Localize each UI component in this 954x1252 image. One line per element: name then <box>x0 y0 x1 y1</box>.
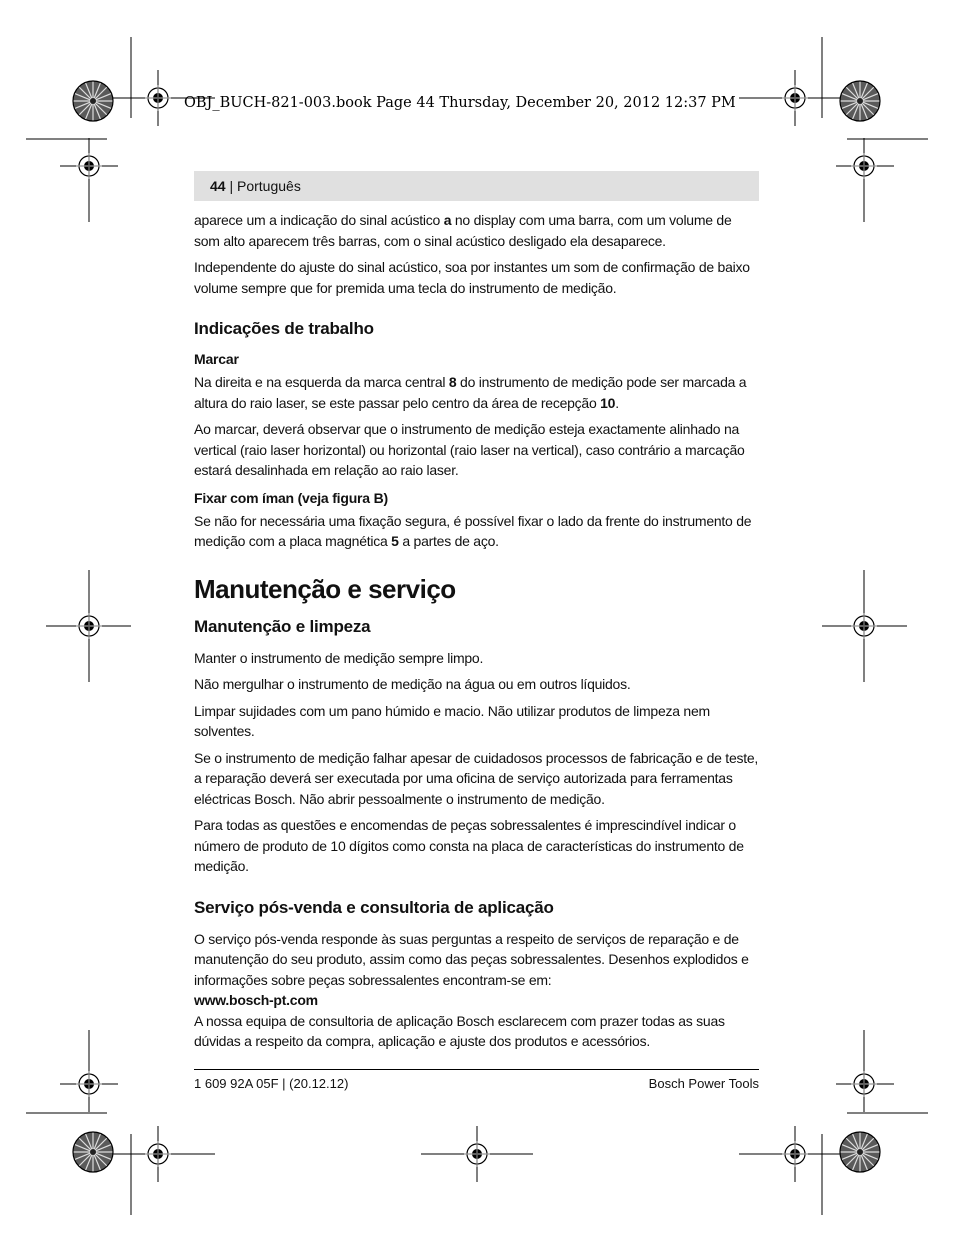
intro-paragraph-2: Independente do ajuste do sinal acústico, soa por instantes um som de confirmação de baixo volume sempre que for premida uma tecla do instrumento de medição. <box>194 259 750 296</box>
marcar-paragraph-1: Na direita e na esquerda da marca central 8 do instrumento de medição pode ser marcada a altura do raio laser, se este passar pelo centro da área de recepção 10. <box>194 374 747 411</box>
service-paragraph-2: A nossa equipa de consultoria de aplicação Bosch esclarecem com prazer todas as suas dúvidas a respeito da compra, aplicação e ajuste dos produtos e acessórios. <box>194 1012 725 1049</box>
cleaning-paragraph-1: Manter o instrumento de medição sempre limpo. <box>194 649 484 666</box>
page-header <box>194 171 759 201</box>
footer-rule <box>194 1069 759 1070</box>
chapter-title-maintenance: Manutenção e serviço <box>194 573 456 604</box>
cleaning-paragraph-5: Para todas as questões e encomendas de peças sobressalentes é imprescindível indicar o número de produto de 10 dígitos como consta na placa de características do instrumento de medição. <box>194 817 744 874</box>
magnet-paragraph: Se não for necessária uma fixação segura, é possível fixar o lado da frente do instrumento de medição com a placa magnética 5 a partes de aço. <box>194 512 752 549</box>
section-heading-cleaning: Manutenção e limpeza <box>194 616 371 636</box>
footer-product-code: 1 609 92A 05F | (20.12.12) <box>194 1076 349 1091</box>
header-language: Português <box>237 178 301 194</box>
cleaning-paragraph-3: Limpar sujidades com um pano húmido e macio. Não utilizar produtos de limpeza nem solventes. <box>194 702 710 739</box>
print-slug: OBJ_BUCH-821-003.book Page 44 Thursday, December 20, 2012 12:37 PM <box>184 95 736 111</box>
service-url: www.bosch-pt.com <box>194 992 318 1008</box>
cleaning-paragraph-4: Se o instrumento de medição falhar apesar de cuidadosos processos de fabricação e de teste, a reparação deverá ser executada por uma oficina de serviço autorizada para ferramentas eléctricas Bosch. Não abrir pessoalmente o instrumento de medição. <box>194 749 759 807</box>
cleaning-paragraph-2: Não mergulhar o instrumento de medição na água ou em outros líquidos. <box>194 676 631 692</box>
page-content <box>194 210 759 1058</box>
marcar-paragraph-2: Ao marcar, deverá observar que o instrumento de medição esteja exactamente alinhado na vertical (raio laser horizontal) ou horizontal (raio laser na vertical), caso contrário a marcação estará desalinhada em relação ao raio laser. <box>194 421 745 478</box>
section-heading-work: Indicações de trabalho <box>194 319 374 338</box>
header-separator: | <box>225 178 237 194</box>
intro-paragraph-1: aparece um a indicação do sinal acústico a no display com uma barra, com um volume de som alto aparecem três barras, com o sinal acústico desligado ela desaparece. <box>194 212 732 249</box>
section-heading-service: Serviço pós-venda e consultoria de aplicação <box>194 897 554 917</box>
subheading-magnet: Fixar com íman (veja figura B) <box>194 489 388 506</box>
footer-brand: Bosch Power Tools <box>648 1076 759 1091</box>
page-number: 44 <box>210 178 226 194</box>
subheading-marcar: Marcar <box>194 351 239 367</box>
service-paragraph-1: O serviço pós-venda responde às suas perguntas a respeito de serviços de reparação e de manutenção do seu produto, assim como das peças sobressalentes. Desenhos explodidos e informações sobre peças sobressalentes encontram-se em: <box>194 930 749 988</box>
